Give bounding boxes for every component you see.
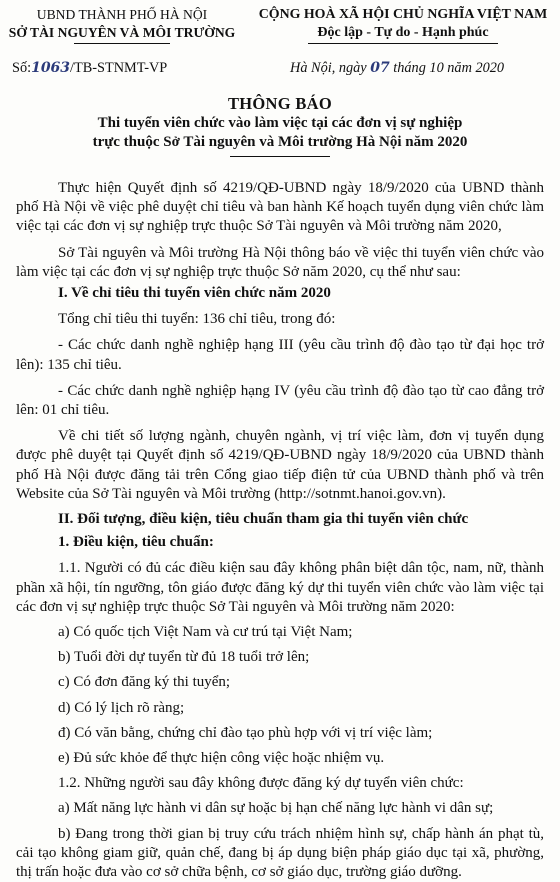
issuer-header <box>4 6 240 44</box>
eligibility-item: d) Có lý lịch rõ ràng; <box>58 699 185 716</box>
section-2-subheading: 1. Điều kiện, tiêu chuẩn: <box>58 534 214 551</box>
grade-3-quota-paragraph: - Các chức danh nghề nghiệp hạng III (yêu cầu trình độ đào tạo từ đại học trở lên): 135 chỉ tiêu. <box>16 337 544 373</box>
document-subtitle <box>20 114 540 152</box>
number-suffix: /TB-STNMT-VP <box>70 60 168 76</box>
ineligibility-item: a) Mất năng lực hành vi dân sự hoặc bị hạn chế năng lực hành vi dân sự; <box>58 800 494 817</box>
grade-4-quota-paragraph: - Các chức danh nghề nghiệp hạng IV (yêu cầu trình độ đào tạo từ cao đẳng trở lên: 01 chỉ tiêu. <box>16 382 544 419</box>
eligibility-paragraph: 1.1. Người có đủ các điều kiện sau đây không phân biệt dân tộc, nam, nữ, thành phần xã hội, tín ngưỡng, tôn giáo được đăng ký dự thi tuyển viên chức vào làm việc tại các đơn vị sự nghiệp trực thuộc Sở Tài nguyên và Môi trường năm 2020: <box>16 560 544 615</box>
total-quota-paragraph: Tổng chỉ tiêu thi tuyển: 136 chỉ tiêu, trong đó: <box>58 311 336 328</box>
subtitle-line-1: Thi tuyển viên chức vào làm việc tại các đơn vị sự nghiệp <box>97 115 463 131</box>
eligibility-item: c) Có đơn đăng ký thi tuyển; <box>58 674 231 691</box>
quota-details-paragraph: Về chi tiết số lượng ngành, chuyên ngành, vị trí việc làm, đơn vị tuyển dụng được phê duyệt tại Quyết định số 4219/QĐ-UBND ngày 18/9/2020 của UBND thành phố Hà Nội được đăng tải trên Cổng giao tiếp điện tử của UBND thành phố và trên Website của Sở Tài nguyên và Môi trường (http://sotnmt.hanoi.gov.vn). <box>16 428 544 502</box>
date-line <box>290 60 504 77</box>
eligibility-item: e) Đủ sức khỏe để thực hiện công việc hoặc nhiệm vụ. <box>58 750 385 767</box>
title-underline <box>230 156 330 157</box>
eligibility-item: b) Tuổi đời dự tuyển từ đủ 18 tuổi trở lên; <box>58 649 310 666</box>
number-prefix: Số: <box>12 60 32 76</box>
document-title: THÔNG BÁO <box>227 94 332 113</box>
section-1-heading: I. Về chỉ tiêu thi tuyển viên chức năm 2020 <box>58 285 331 302</box>
ineligibility-paragraph: 1.2. Những người sau đây không được đăng ký dự tuyển viên chức: <box>58 775 464 792</box>
eligibility-item: a) Có quốc tịch Việt Nam và cư trú tại Việt Nam; <box>58 624 353 641</box>
announcement-paragraph: Sở Tài nguyên và Môi trường Hà Nội thông báo về việc thi tuyển viên chức vào làm việc tại các đơn vị sự nghiệp trực thuộc Sở năm 2020, cụ thể như sau: <box>16 244 544 280</box>
national-title: CỘNG HOÀ XÃ HỘI CHỦ NGHĨA VIỆT NAM <box>258 7 548 22</box>
eligibility-item: đ) Có văn bằng, chứng chỉ đào tạo phù hợp với vị trí việc làm; <box>58 724 433 741</box>
issuer-department: SỞ TÀI NGUYÊN VÀ MÔI TRƯỜNG <box>8 25 236 40</box>
issuer-city: UBND THÀNH PHỐ HÀ NỘI <box>36 7 208 22</box>
subtitle-line-2: trực thuộc Sở Tài nguyên và Môi trường Hà Nội năm 2020 <box>92 134 468 150</box>
section-2-heading: II. Đối tượng, điều kiện, tiêu chuẩn tham gia thi tuyển viên chức <box>58 511 469 528</box>
motto-underline <box>308 43 498 44</box>
document-number <box>12 60 167 77</box>
ineligibility-item: b) Đang trong thời gian bị truy cứu trách nhiệm hình sự, chấp hành án phạt tù, cải tạo không giam giữ, quản chế, đang bị áp dụng biện pháp giáo dục tại xã, phường, thị trấn hoặc đưa vào cơ sở chữa bệnh, cơ sở giáo dục, trường giáo dưỡng. <box>16 825 544 881</box>
date-suffix: tháng 10 năm 2020 <box>389 60 505 76</box>
national-header <box>248 6 558 44</box>
document-body <box>16 179 544 882</box>
number-handwritten: 1063 <box>31 60 71 76</box>
national-motto: Độc lập - Tự do - Hạnh phúc <box>317 25 489 40</box>
issuer-underline <box>74 43 170 44</box>
date-day-handwritten: 07 <box>370 60 390 76</box>
date-prefix: Hà Nội, ngày <box>290 60 371 76</box>
preamble-paragraph: Thực hiện Quyết định số 4219/QĐ-UBND ngày 18/9/2020 của UBND thành phố Hà Nội về việc phê duyệt chỉ tiêu và ban hành Kế hoạch tuyển dụng viên chức làm việc tại các đơn vị sự nghiệp trực thuộc Sở Tài nguyên và Môi trường năm 2020, <box>16 180 544 235</box>
